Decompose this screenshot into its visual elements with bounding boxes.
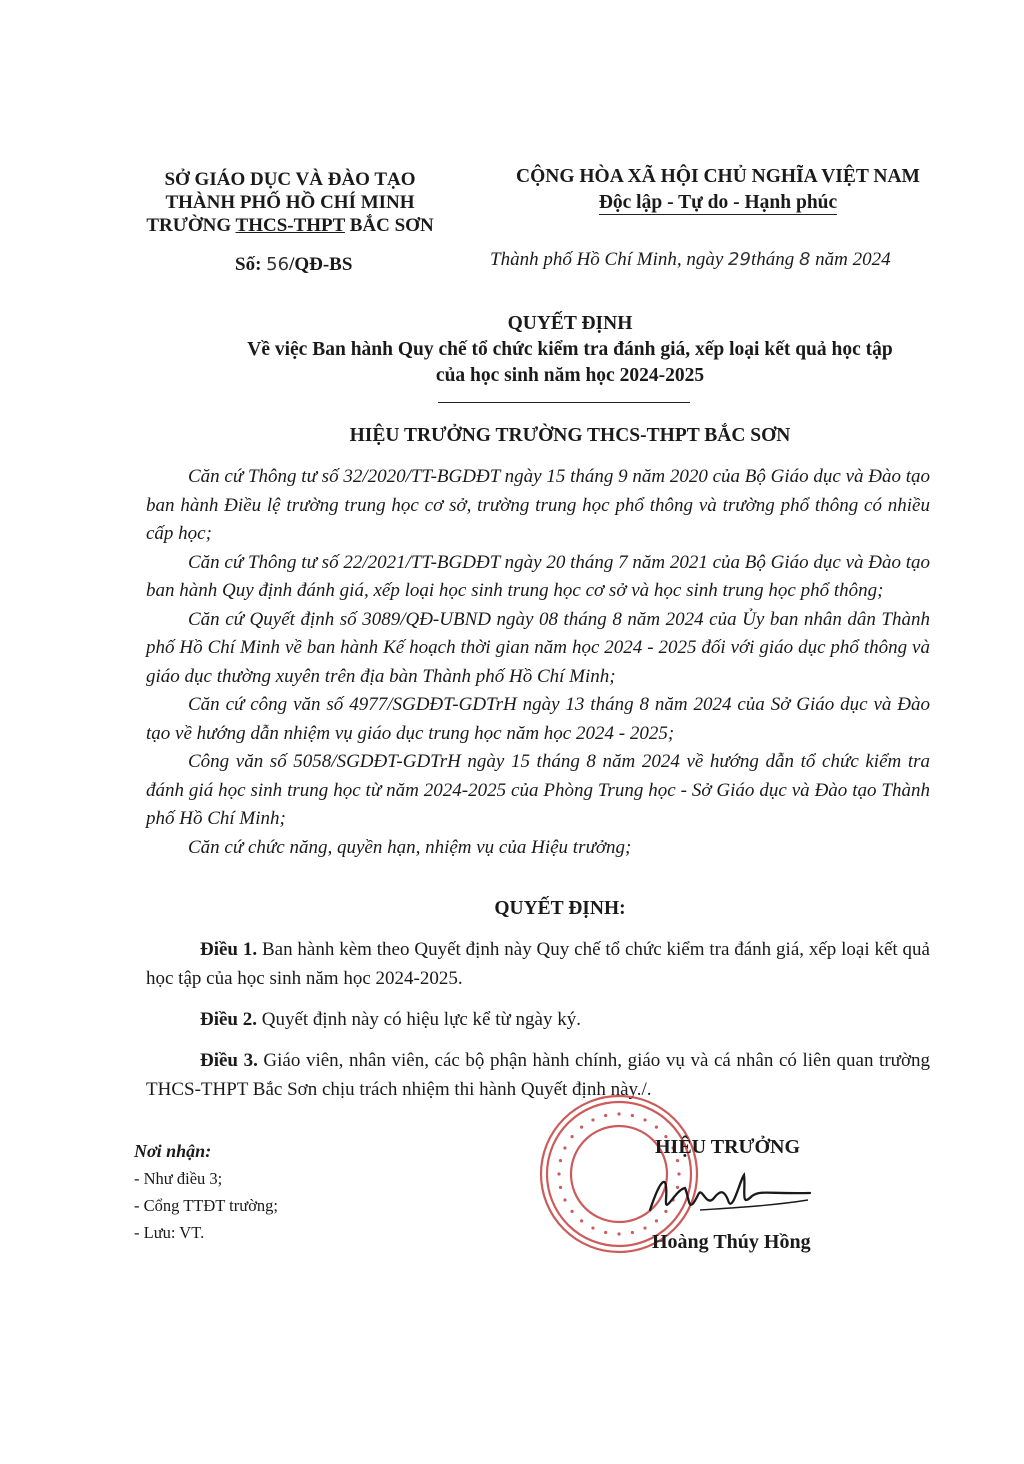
agency-line-3-underlined: THCS-THPT — [235, 215, 345, 236]
recipients — [134, 1138, 278, 1246]
date-month-label: tháng — [750, 249, 799, 270]
seal-dot — [559, 1186, 562, 1189]
signatory-title: HIỆU TRƯỞNG — [655, 1136, 801, 1158]
seal-dot — [559, 1159, 562, 1162]
article-text: Quyết định này có hiệu lực kể từ ngày ký. — [257, 1009, 581, 1030]
legal-basis: Căn cứ Thông tư số 22/2021/TT-BGDĐT ngày 20 tháng 7 năm 2021 của Bộ Giáo dục và Đào tạo ban hành Quy định đánh giá, xếp loại học sinh trung học cơ sở và học sinh trung học phổ thông; — [146, 551, 931, 601]
article-label: Điều 2. — [200, 1009, 257, 1030]
decision-heading: QUYẾT ĐỊNH: — [494, 898, 626, 919]
recipient-item: - Cổng TTĐT trường; — [134, 1196, 279, 1215]
seal-dot — [557, 1172, 560, 1175]
seal-dot — [617, 1112, 620, 1115]
article-2 — [146, 1005, 930, 1034]
article-text: Ban hành kèm theo Quyết định này Quy chế tổ chức kiểm tra đánh giá, xếp loại kết quả học tập của học sinh năm học 2024-2025. — [146, 939, 930, 989]
legal-basis: Căn cứ công văn số 4977/SGDĐT-GDTrH ngày 13 tháng 8 năm 2024 của Sở Giáo dục và Đào tạo về hướng dẫn nhiệm vụ giáo dục trung học năm học 2024 - 2025; — [146, 694, 930, 744]
legal-bases — [146, 463, 930, 862]
date-day-handwritten: 29 — [728, 249, 751, 270]
seal-dot — [570, 1210, 573, 1213]
subject-line-1: Về việc Ban hành Quy chế tổ chức kiểm tra đánh giá, xếp loại kết quả học tập — [247, 339, 893, 360]
number-handwritten: 56 — [266, 254, 290, 275]
articles — [146, 935, 930, 1116]
legal-basis: Căn cứ chức năng, quyền hạn, nhiệm vụ của Hiệu trưởng; — [188, 836, 632, 858]
date-month-handwritten: 8 — [798, 249, 811, 270]
legal-basis: Căn cứ Quyết định số 3089/QĐ-UBND ngày 08 tháng 8 năm 2024 của Ủy ban nhân dân Thành phố Hồ Chí Minh về ban hành Kế hoạch thời gian năm học 2024 - 2025 đối với giáo dục phổ thông và giáo dục thường xuyên trên địa bàn Thành phố Hồ Chí Minh; — [146, 608, 930, 687]
article-label: Điều 3. — [200, 1050, 258, 1071]
document-number — [235, 254, 352, 276]
seal-dot — [591, 1118, 594, 1121]
date-year: năm 2024 — [810, 249, 891, 270]
seal-dot — [643, 1118, 646, 1121]
seal-dot — [604, 1231, 607, 1234]
seal-dot — [604, 1114, 607, 1117]
article-1 — [146, 935, 930, 993]
legal-basis: Căn cứ Thông tư số 32/2020/TT-BGDĐT ngày 15 tháng 9 năm 2020 của Bộ Giáo dục và Đào tạo ban hành Điều lệ trường trung học cơ sở, trường trung học phổ thông và trường phổ thông có nhiều cấp học; — [146, 466, 931, 544]
seal-dot — [631, 1114, 634, 1117]
seal-dot — [631, 1231, 634, 1234]
number-suffix: /QĐ-BS — [289, 254, 353, 275]
issuing-agency — [130, 168, 450, 237]
recipient-item: - Như điều 3; — [134, 1169, 223, 1188]
country-name: CỘNG HÒA XÃ HỘI CHỦ NGHĨA VIỆT NAM — [516, 166, 920, 187]
place-date — [490, 249, 891, 271]
seal-dot — [570, 1135, 573, 1138]
subject-line-2: của học sinh năm học 2024-2025 — [435, 365, 705, 386]
national-heading — [488, 164, 948, 216]
legal-basis: Công văn số 5058/SGDĐT-GDTrH ngày 15 tháng 8 năm 2024 về hướng dẫn tổ chức kiểm tra đánh giá học sinh trung học từ năm 2024-2025 của Phòng Trung học - Sở Giáo dục và Đào tạo Thành phố Hồ Chí Minh; — [146, 751, 930, 829]
agency-line-3-prefix: TRƯỜNG — [146, 215, 236, 236]
seal-dot — [563, 1198, 566, 1201]
signatory-name: Hoàng Thúy Hồng — [652, 1231, 811, 1253]
document-title — [120, 311, 1020, 389]
seal-dot — [617, 1232, 620, 1235]
article-label: Điều 1. — [200, 939, 258, 960]
title-divider — [438, 402, 690, 403]
number-prefix: Số: — [235, 254, 267, 275]
seal-dot — [591, 1226, 594, 1229]
agency-line-2: THÀNH PHỐ HỒ CHÍ MINH — [165, 192, 415, 213]
agency-line-3-suffix: BẮC SƠN — [344, 215, 434, 236]
date-prefix: Thành phố Hồ Chí Minh, ngày — [490, 249, 729, 270]
seal-dot — [655, 1125, 658, 1128]
agency-line-3 — [130, 214, 450, 237]
recipients-heading: Nơi nhận: — [134, 1141, 212, 1161]
issuer-heading: HIỆU TRƯỞNG TRƯỜNG THCS-THPT BẮC SƠN — [349, 425, 791, 446]
signature-mark — [640, 1160, 820, 1230]
agency-line-1: SỞ GIÁO DỤC VÀ ĐÀO TẠO — [164, 169, 416, 190]
article-text: Giáo viên, nhân viên, các bộ phận hành chính, giáo vụ và cá nhân có liên quan trường THCS-THPT Bắc Sơn chịu trách nhiệm thi hành Quyết định này./. — [146, 1050, 931, 1100]
seal-dot — [563, 1146, 566, 1149]
seal-dot — [580, 1219, 583, 1222]
recipient-item: - Lưu: VT. — [134, 1223, 205, 1242]
seal-dot — [580, 1125, 583, 1128]
national-motto: Độc lập - Tự do - Hạnh phúc — [598, 192, 838, 213]
doc-type: QUYẾT ĐỊNH — [507, 313, 633, 334]
